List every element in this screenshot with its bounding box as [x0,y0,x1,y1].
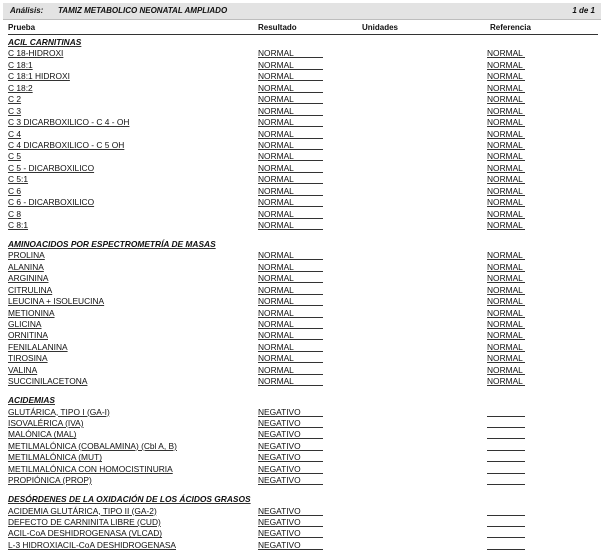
reference-value: NORMAL [487,163,525,173]
result-value: NORMAL [258,60,323,70]
reference-cell [487,94,525,105]
result-cell [258,353,323,364]
test-name: C 18:1 HIDROXI [8,71,70,82]
results-table [0,37,606,551]
reference-value: NORMAL [487,296,525,306]
reference-value: NORMAL [487,308,525,318]
table-row [0,464,606,475]
reference-cell [487,353,525,364]
result-value: NEGATIVO [258,452,323,462]
table-row [0,94,606,105]
result-value: NORMAL [258,262,323,272]
section-title: AMINOACIDOS POR ESPECTROMETRÍA DE MASAS [8,238,216,249]
reference-cell [487,140,525,151]
reference-value: NORMAL [487,319,525,329]
reference-cell [487,197,525,208]
result-value: NEGATIVO [258,441,323,451]
result-value: NORMAL [258,285,323,295]
test-name: L-3 HIDROXIACIL-CoA DESHIDROGENASA [8,539,177,550]
result-cell [258,418,323,429]
table-row [0,197,606,208]
section-spacer [0,487,606,495]
reference-value: NORMAL [487,220,525,230]
result-cell [258,441,323,452]
table-row [0,262,606,273]
reference-value: NORMAL [487,285,525,295]
result-value: NORMAL [258,330,323,340]
table-row [0,140,606,151]
test-name: C 18-HIDROXI [8,48,64,59]
result-cell [258,517,323,528]
result-cell [258,296,323,307]
test-name: VALINA [8,364,38,375]
test-name: TIROSINA [8,353,48,364]
test-name: PROLINA [8,250,45,261]
reference-cell [487,186,525,197]
analysis-title: TAMIZ METABOLICO NEONATAL AMPLIADO [58,6,228,15]
reference-value [487,528,525,538]
table-row [0,452,606,463]
table-row [0,418,606,429]
reference-cell [487,209,525,220]
table-row [0,319,606,330]
result-cell [258,220,323,231]
test-name: C 8 [8,208,22,219]
column-header-prueba: Prueba [8,23,36,32]
result-value: NORMAL [258,342,323,352]
reference-value: NORMAL [487,60,525,70]
test-name: LEUCINA + ISOLEUCINA [8,296,105,307]
result-value: NORMAL [258,106,323,116]
table-row [0,129,606,140]
result-cell [258,376,323,387]
table-row [0,71,606,82]
result-value: NEGATIVO [258,475,323,485]
test-name: C 18:2 [8,82,33,93]
result-value: NORMAL [258,94,323,104]
result-cell [258,452,323,463]
reference-cell [487,330,525,341]
result-cell [258,273,323,284]
reference-value [487,517,525,527]
reference-value [487,452,525,462]
result-cell [258,48,323,59]
result-cell [258,285,323,296]
test-name: ISOVALÉRICA (IVA) [8,418,84,428]
table-row [0,48,606,59]
table-row [0,429,606,440]
reference-value: NORMAL [487,197,525,207]
table-row [0,342,606,353]
reference-value: NORMAL [487,48,525,58]
result-cell [258,250,323,261]
reference-value: NORMAL [487,117,525,127]
reference-value [487,464,525,474]
result-value: NORMAL [258,319,323,329]
test-name: METIONINA [8,307,55,318]
table-row [0,250,606,261]
reference-cell [487,250,525,261]
column-header-referencia: Referencia [490,23,531,32]
table-row [0,528,606,539]
result-cell [258,71,323,82]
result-cell [258,209,323,220]
result-value: NORMAL [258,186,323,196]
reference-cell [487,342,525,353]
section-spacer [0,388,606,396]
reference-cell [487,174,525,185]
result-cell [258,106,323,117]
reference-cell [487,319,525,330]
reference-value: NORMAL [487,262,525,272]
result-value: NORMAL [258,48,323,58]
reference-value: NORMAL [487,94,525,104]
table-row [0,174,606,185]
result-value: NEGATIVO [258,506,323,516]
reference-value: NORMAL [487,186,525,196]
result-value: NEGATIVO [258,540,323,550]
result-cell [258,262,323,273]
result-value: NORMAL [258,71,323,81]
reference-cell [487,117,525,128]
result-value: NORMAL [258,220,323,230]
result-value: NORMAL [258,140,323,150]
table-row [0,209,606,220]
table-row [0,308,606,319]
reference-value: NORMAL [487,376,525,386]
table-row [0,330,606,341]
reference-value: NORMAL [487,140,525,150]
result-cell [258,308,323,319]
test-name: METILMALÓNICA (MUT) [8,452,102,463]
test-name: ALANINA [8,261,44,272]
reference-cell [487,163,525,174]
reference-value: NORMAL [487,174,525,184]
table-row [0,376,606,387]
table-row [0,163,606,174]
reference-value [487,540,525,550]
result-value: NEGATIVO [258,429,323,439]
table-row [0,151,606,162]
table-row [0,106,606,117]
table-row [0,83,606,94]
result-value: NORMAL [258,117,323,127]
result-cell [258,129,323,140]
analysis-header-bar [3,3,601,20]
result-cell [258,186,323,197]
reference-cell [487,308,525,319]
section-heading [0,494,606,505]
result-value: NORMAL [258,163,323,173]
result-cell [258,342,323,353]
reference-value: NORMAL [487,250,525,260]
test-name: C 2 [8,94,22,105]
test-name: SUCCINILACETONA [8,376,88,387]
reference-cell [487,376,525,387]
test-name: C 3 [8,105,22,116]
reference-value [487,441,525,451]
result-value: NEGATIVO [258,418,323,428]
test-name: ACIDEMIA GLUTÁRICA, TIPO II (GA-2) [8,505,157,516]
page-indicator: 1 de 1 [572,6,595,15]
table-row [0,407,606,418]
section-title: DESÓRDENES DE LA OXIDACIÓN DE LOS ÁCIDOS GRASOS [8,494,251,505]
reference-cell [487,71,525,82]
test-name: DEFECTO DE CARNINITA LIBRE (CUD) [8,517,161,527]
result-cell [258,151,323,162]
test-name: GLICINA [8,319,42,329]
table-row [0,285,606,296]
test-name: MALÓNICA (MAL) [8,429,77,440]
result-cell [258,117,323,128]
result-value: NORMAL [258,273,323,283]
test-name: METILMALÓNICA CON HOMOCISTINURIA [8,463,173,474]
reference-cell [487,262,525,273]
section-title: ACIDEMIAS [8,395,55,406]
table-row [0,296,606,307]
reference-value: NORMAL [487,83,525,93]
test-name: ORNITINA [8,330,49,341]
result-cell [258,365,323,376]
test-name: METILMALÓNICA (COBALAMINA) (Cbl A, B) [8,440,177,451]
reference-value [487,475,525,485]
test-name: ACIL-CoA DESHIDROGENASA (VLCAD) [8,528,163,539]
test-name: C 4 [8,128,22,139]
result-value: NORMAL [258,209,323,219]
reference-value [487,429,525,439]
result-cell [258,94,323,105]
result-value: NORMAL [258,250,323,260]
result-value: NORMAL [258,83,323,93]
result-cell [258,407,323,418]
column-header-resultado: Resultado [258,23,297,32]
table-row [0,365,606,376]
result-value: NORMAL [258,353,323,363]
reference-cell [487,273,525,284]
reference-cell [487,296,525,307]
reference-value: NORMAL [487,273,525,283]
test-name: C 5 [8,151,22,162]
reference-value [487,418,525,428]
section-spacer [0,231,606,239]
result-cell [258,506,323,517]
reference-cell [487,48,525,59]
test-name: ARGININA [8,273,49,284]
test-name: C 3 DICARBOXILICO - C 4 - OH [8,117,130,128]
test-name: C 4 DICARBOXILICO - C 5 OH [8,139,125,150]
table-row [0,60,606,71]
result-cell [258,528,323,539]
result-cell [258,60,323,71]
result-cell [258,197,323,208]
reference-value: NORMAL [487,353,525,363]
result-value: NORMAL [258,197,323,207]
result-value: NORMAL [258,296,323,306]
result-value: NORMAL [258,174,323,184]
result-value: NORMAL [258,365,323,375]
reference-cell [487,285,525,296]
test-name: CITRULINA [8,284,53,295]
reference-cell [487,151,525,162]
result-cell [258,140,323,151]
reference-value: NORMAL [487,106,525,116]
result-cell [258,540,323,551]
column-header-unidades: Unidades [362,23,399,32]
test-name: GLUTÁRICA, TIPO I (GA-I) [8,406,110,417]
result-cell [258,429,323,440]
result-value: NORMAL [258,151,323,161]
test-name: C 5 - DICARBOXILICO [8,162,95,173]
reference-cell [487,83,525,94]
table-row [0,117,606,128]
reference-cell [487,220,525,231]
section-heading [0,239,606,250]
test-name: C 18:1 [8,59,33,70]
result-value: NEGATIVO [258,407,323,417]
reference-value: NORMAL [487,365,525,375]
reference-value [487,407,525,417]
reference-value: NORMAL [487,151,525,161]
reference-cell [487,106,525,117]
test-name: FENILALANINA [8,341,68,352]
result-value: NORMAL [258,376,323,386]
reference-value: NORMAL [487,342,525,352]
table-row [0,220,606,231]
table-row [0,517,606,528]
table-row [0,506,606,517]
section-title: ACIL CARNITINAS [8,37,82,47]
section-heading [0,37,606,48]
result-value: NEGATIVO [258,464,323,474]
result-value: NEGATIVO [258,528,323,538]
result-value: NORMAL [258,129,323,139]
reference-cell [487,365,525,376]
test-name: C 5:1 [8,174,29,185]
reference-value: NORMAL [487,129,525,139]
table-row [0,540,606,551]
test-name: C 8:1 [8,220,29,230]
table-row [0,475,606,486]
analysis-label: Análisis: [10,6,44,15]
result-cell [258,83,323,94]
reference-value: NORMAL [487,209,525,219]
reference-cell [487,129,525,140]
result-cell [258,464,323,475]
reference-value: NORMAL [487,71,525,81]
section-heading [0,395,606,406]
table-row [0,186,606,197]
reference-value: NORMAL [487,330,525,340]
result-cell [258,319,323,330]
result-value: NEGATIVO [258,517,323,527]
result-cell [258,174,323,185]
test-name: C 6 [8,185,22,196]
result-cell [258,330,323,341]
table-row [0,353,606,364]
reference-cell [487,60,525,71]
header-divider [8,34,598,35]
reference-cell [487,540,525,553]
test-name: PROPIÓNICA (PROP) [8,475,92,486]
result-value: NORMAL [258,308,323,318]
table-row [0,273,606,284]
result-cell [258,475,323,486]
result-cell [258,163,323,174]
test-name: C 6 - DICARBOXILICO [8,197,95,208]
table-row [0,441,606,452]
reference-value [487,506,525,516]
